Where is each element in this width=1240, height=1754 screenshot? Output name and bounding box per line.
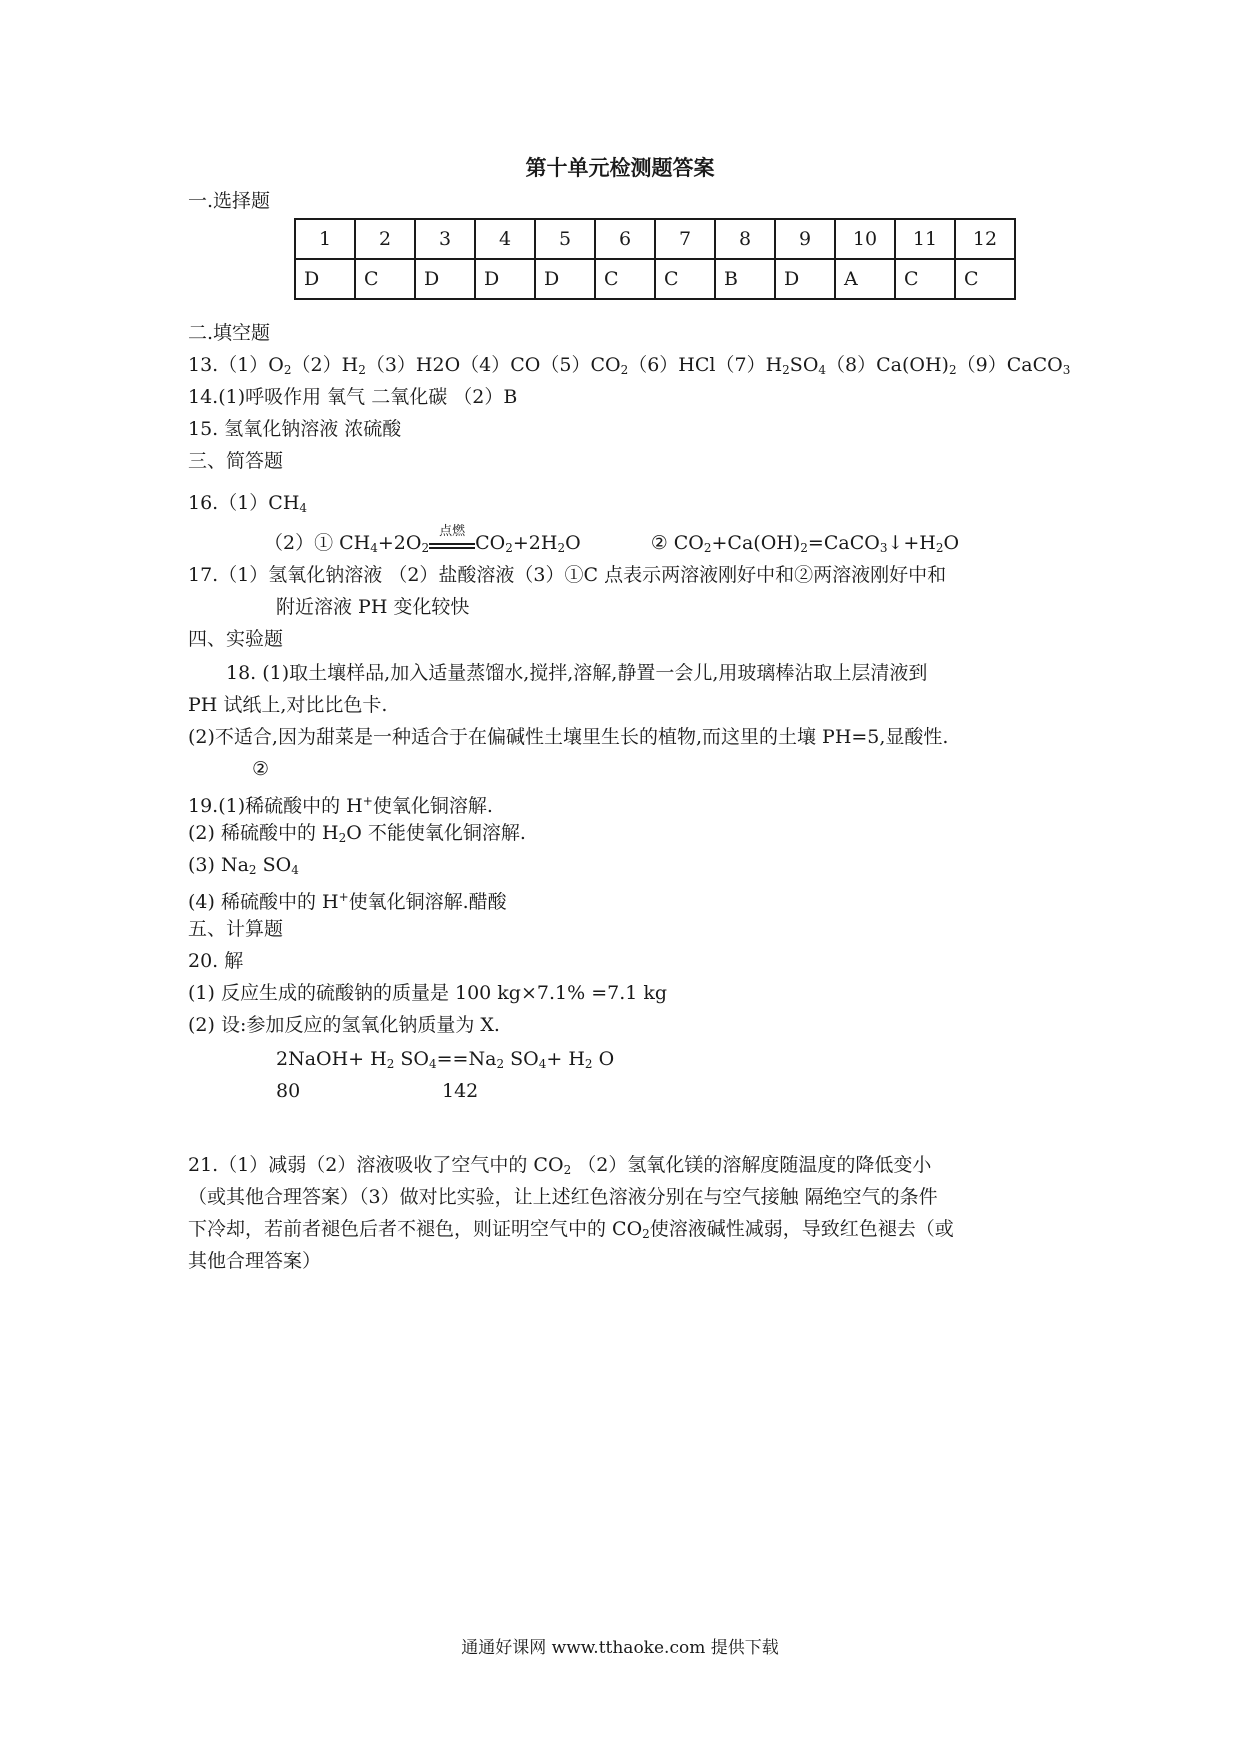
question-number-cell: 6 — [595, 219, 655, 259]
answer-13: $13.(1)O_2(2)H_2(3)H2O(4)CO(5)CO_2(6)HCl(7)H_2SO_4(8)Ca(OH)_2(9)CaCO_3$ — [188, 354, 1071, 377]
answer-20-2: (2) 设:参加反应的氢氧化钠质量为 X. — [188, 1014, 500, 1036]
answer-18-line3: (2)不适合,因为甜菜是一种适合于在偏碱性土壤里生长的植物,而这里的土壤 PH=5,显酸性. — [188, 726, 949, 748]
section-short-answer-heading: 三、简答题 — [188, 450, 284, 472]
answer-cell: B — [715, 259, 775, 299]
answer-cell: C — [895, 259, 955, 299]
page-title: 第十单元检测题答案 — [525, 155, 715, 180]
section-fill-heading: 二.填空题 — [188, 322, 271, 344]
answer-19-2: (2) 稀硫酸中的 $H_2O$ 不能使氧化铜溶解. — [188, 822, 526, 845]
answer-cell: D — [475, 259, 535, 299]
answer-row — [295, 259, 1015, 299]
answer-cell: C — [955, 259, 1015, 299]
question-number-cell: 3 — [415, 219, 475, 259]
answer-cell: D — [295, 259, 355, 299]
question-number-cell: 7 — [655, 219, 715, 259]
question-number-cell: 12 — [955, 219, 1015, 259]
answer-18-line4: ② — [252, 758, 270, 780]
footer-credit: 通通好课网 www.tthaoke.com 提供下载 — [461, 1638, 779, 1658]
answer-21-line2: （或其他合理答案）（3）做对比实验，让上述红色溶液分别在与空气接触 隔绝空气的条件 — [188, 1186, 938, 1208]
answer-19-3: (3) $Na_2$ $SO_4$ — [188, 854, 299, 877]
answer-21-line1: 21.（1）减弱（2）溶液吸收了空气中的 $CO_2$ （2）氢氧化镁的溶解度随温度的降低变小 — [188, 1154, 932, 1177]
question-number-cell: 8 — [715, 219, 775, 259]
section-calculation-heading: 五、计算题 — [188, 918, 284, 940]
answer-16-1: $16.(1)CH_4$ — [188, 492, 308, 515]
question-number-cell: 9 — [775, 219, 835, 259]
answer-19-1: 19.(1)稀硫酸中的 H+使氧化铜溶解. — [188, 794, 493, 817]
question-number-cell: 2 — [355, 219, 415, 259]
question-number-cell: 1 — [295, 219, 355, 259]
answer-19-4: (4) 稀硫酸中的 H+使氧化铜溶解.醋酸 — [188, 890, 507, 913]
answer-20-equation: 2NaOH+ $H_2$ $SO_4==Na_2$ $SO_4+ H_2$ O — [276, 1048, 615, 1071]
reaction-condition: 点燃 — [429, 535, 475, 549]
answer-20-mass-na2so4: 142 — [442, 1080, 479, 1102]
answer-21-line3: 下冷却，若前者褪色后者不褪色，则证明空气中的 $CO_2$使溶液碱性减弱，导致红色褪去（或 — [188, 1218, 954, 1241]
question-number-cell: 11 — [895, 219, 955, 259]
answer-14: 14.(1)呼吸作用 氧气 二氧化碳 （2）B — [188, 386, 518, 408]
answer-cell: D — [775, 259, 835, 299]
answer-16-2: （2）① $CH_4+2O_2$ 点燃 $CO_2+2H_2O$ ② $CO_2+Ca(OH)_2=CaCO_3↓+H_2O$ — [264, 524, 960, 555]
answer-cell: C — [595, 259, 655, 299]
question-number-cell: 10 — [835, 219, 895, 259]
section-choice-heading: 一.选择题 — [188, 190, 271, 212]
answer-cell: C — [355, 259, 415, 299]
answer-cell: D — [535, 259, 595, 299]
answer-cell: C — [655, 259, 715, 299]
answer-20-heading: 20. 解 — [188, 950, 244, 972]
answer-17-line1: 17.（1）氢氧化钠溶液 （2）盐酸溶液（3）①C 点表示两溶液刚好中和②两溶液刚好中和 — [188, 564, 947, 586]
answer-15: 15. 氢氧化钠溶液 浓硫酸 — [188, 418, 402, 440]
answer-cell: D — [415, 259, 475, 299]
question-number-cell: 4 — [475, 219, 535, 259]
answer-21-line4: 其他合理答案） — [188, 1250, 322, 1272]
answer-17-line2: 附近溶液 PH 变化较快 — [276, 596, 470, 618]
answer-20-1: (1) 反应生成的硫酸钠的质量是 100 kg×7.1% =7.1 kg — [188, 982, 668, 1004]
answer-18-line2: PH 试纸上,对比比色卡. — [188, 694, 388, 716]
answer-20-mass-naoh: 80 — [276, 1080, 301, 1102]
choice-answer-table — [294, 218, 1016, 300]
question-number-cell: 5 — [535, 219, 595, 259]
section-experiment-heading: 四、实验题 — [188, 628, 284, 650]
question-number-row — [295, 219, 1015, 259]
answer-18-line1: 18. (1)取土壤样品,加入适量蒸馏水,搅拌,溶解,静置一会儿,用玻璃棒沾取上层清液到 — [226, 662, 928, 684]
answer-cell: A — [835, 259, 895, 299]
